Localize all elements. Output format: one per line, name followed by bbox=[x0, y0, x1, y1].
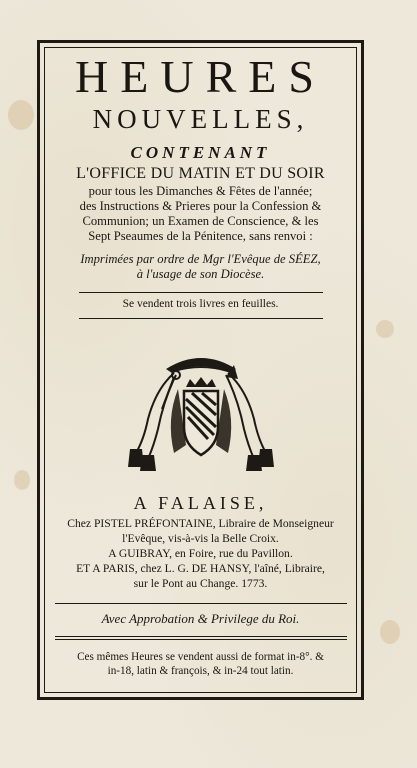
publisher-line: ET A PARIS, chez L. G. DE HANSY, l'aîné, Libraire, bbox=[76, 562, 325, 575]
foxing-stain bbox=[14, 470, 30, 490]
main-title: HEURES bbox=[75, 51, 326, 102]
description-line: pour tous les Dimanches & Fêtes de l'année; bbox=[88, 184, 313, 198]
foxing-stain bbox=[8, 100, 34, 130]
description-line: des Instructions & Prieres pour la Confession & bbox=[79, 199, 322, 213]
description-block bbox=[48, 184, 353, 244]
publisher-line: A GUIBRAY, en Foire, rue du Pavillon. bbox=[108, 547, 293, 560]
divider-rule bbox=[55, 639, 347, 640]
imprimatur-line: à l'usage de son Diocèse. bbox=[136, 267, 265, 281]
foxing-stain bbox=[376, 320, 394, 338]
divider-rule bbox=[55, 603, 347, 604]
divider-rule bbox=[79, 318, 323, 319]
format-note-line: in-18, latin & françois, & in-24 tout latin. bbox=[107, 665, 294, 677]
divider-rule bbox=[55, 636, 347, 637]
description-line: Communion; un Examen de Conscience, & les bbox=[82, 214, 319, 228]
publisher-line: l'Evêque, vis-à-vis la Belle Croix. bbox=[122, 532, 279, 545]
publisher-line: Chez PISTEL PRÉFONTAINE, Libraire de Monseigneur bbox=[67, 517, 334, 530]
imprimatur-line: Imprimées par ordre de Mgr l'Evêque de SÉEZ, bbox=[80, 252, 321, 266]
city-line: A FALAISE, bbox=[133, 493, 268, 513]
subtitle: NOUVELLES, bbox=[92, 104, 309, 134]
description-line: Sept Pseaumes de la Pénitence, sans renvoi : bbox=[88, 229, 313, 243]
contenant-heading: CONTENANT bbox=[130, 143, 271, 162]
price-line: Se vendent trois livres en feuilles. bbox=[122, 298, 279, 310]
imprimatur-block bbox=[48, 252, 353, 282]
publisher-line: sur le Pont au Change. 1773. bbox=[133, 577, 268, 590]
approbation-line: Avec Approbation & Privilege du Roi. bbox=[101, 611, 300, 626]
coat-of-arms-icon bbox=[126, 349, 276, 473]
title-page-content bbox=[48, 50, 353, 678]
format-note bbox=[48, 650, 353, 678]
foxing-stain bbox=[380, 620, 400, 644]
publisher-block bbox=[48, 516, 353, 591]
divider-rule bbox=[79, 292, 323, 293]
format-note-line: Ces mêmes Heures se vendent aussi de format in-8°. & bbox=[77, 651, 324, 663]
office-heading: L'OFFICE DU MATIN ET DU SOIR bbox=[76, 165, 325, 182]
